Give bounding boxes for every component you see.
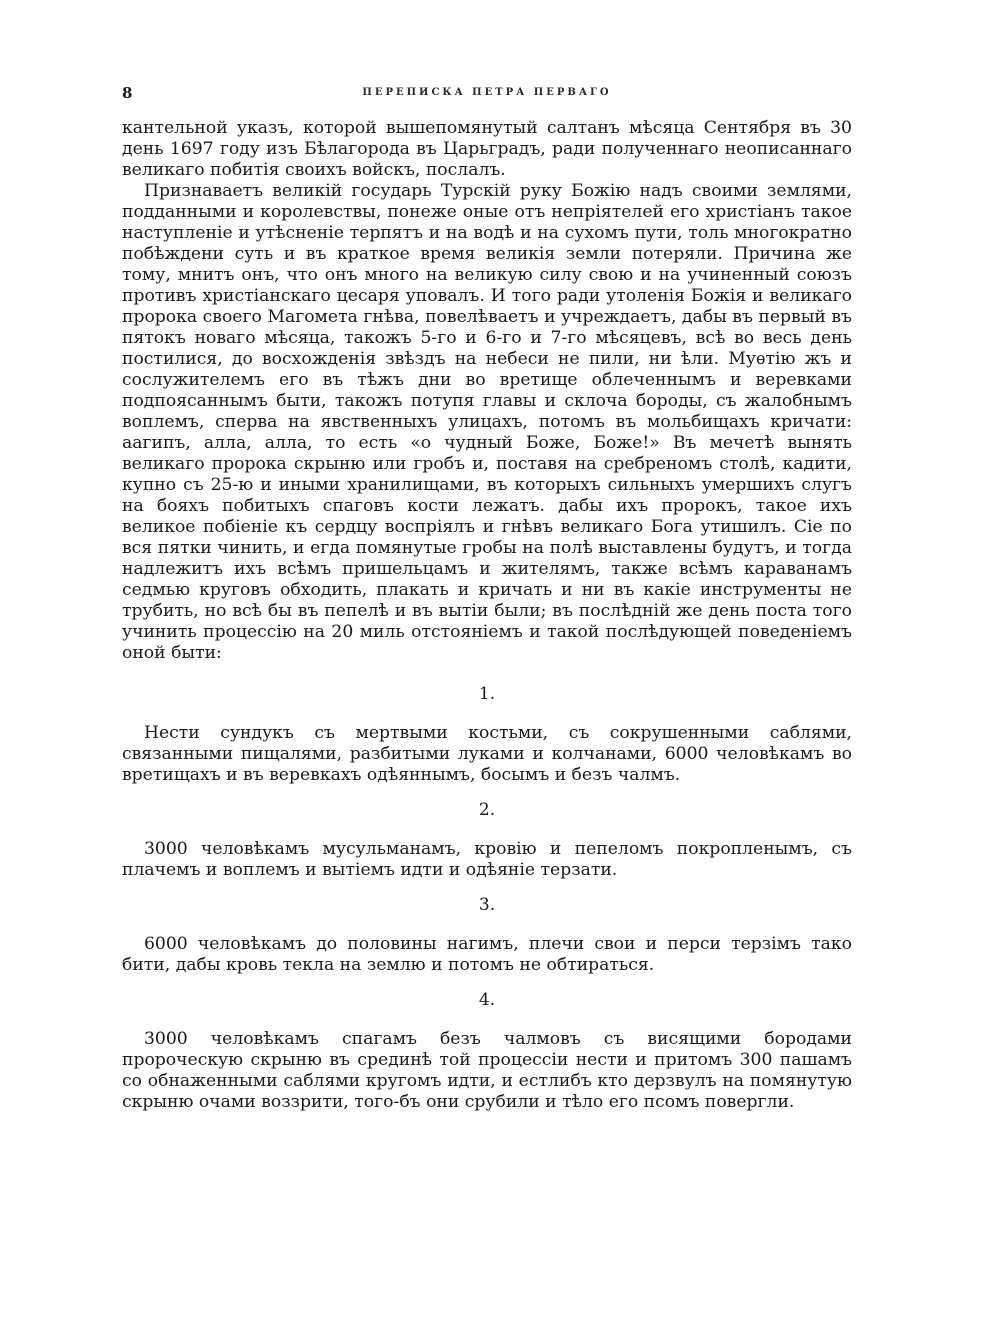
main-paragraph: Признаваетъ великій государь Турскій руку Божію надъ своими землями, подданными и королевствы, понеже оные отъ непріятелей его христіанъ такое наступленіе и утѣсненіе терпятъ и на водѣ и на сухомъ пути, толь многократно побѣждени суть и въ краткое время великія земли потеряли. Причина же тому, мнитъ онъ, что онъ много на великую силу свою и на учиненный союзъ противъ христіанскаго цесаря уповалъ. И того ради утоленія Божія и великаго пророка своего Магомета гнѣва, повелѣваетъ и учреждаетъ, дабы въ первый въ пятокъ новаго мѣсяца, такожъ 5-го и 6-го и 7-го мѣсяцевъ, всѣ во весь день постилися, до восхожденія звѣздъ на небеси не пили, ни ѣли. Муѳтію жъ и сослужителемъ его въ тѣжъ дни во вретище облеченнымъ и веревками подпоясаннымъ быти, такожъ потупя главы и склоча бороды, съ жалобнымъ воплемъ, сперва на явственныхъ улицахъ, потомъ въ мольбищахъ кричати: аагипъ, алла, алла, то есть «о чудный Боже, Боже!» Въ мечетѣ вынять великаго пророка скрыню или гробъ и, поставя на сребреномъ столѣ, кадити, купно съ 25-ю и иными хранилищами, въ которыхъ сильныхъ умершихъ слугъ на бояхъ побитыхъ спаговъ кости лежатъ. дабы ихъ пророкъ, такое ихъ великое побіеніе къ сердцу воспріялъ и гнѣвъ великаго Бога утишилъ. Сіе по вся пятки чинить, и егда помянутые гробы на полѣ выставлены будутъ, и тогда надлежитъ ихъ всѣмъ пришельцамъ и жителямъ, также всѣмъ караванамъ седмью круговъ обходить, плакать и кричать и ни въ какіе инструменты не трубить, но всѣ бы въ пепелѣ и въ вытіи были; въ послѣдній же день поста того учинить процессію на 20 миль отстояніемъ и такой послѣдующей поведеніемъ оной быти: (122, 181, 852, 663)
opening-paragraph: кантельной указъ, которой вышепомянутый салтанъ мѣсяца Сентября въ 30 день 1697 году изъ Бѣлагорода въ Царьградъ, ради полученнаго неописаннаго великаго побитія своихъ войскъ, послалъ. (122, 118, 852, 180)
body-text (122, 118, 852, 1113)
running-title: ПЕРЕПИСКА ПЕТРА ПЕРВАГО (362, 87, 612, 98)
section-number: 1. (478, 684, 496, 704)
section-number: 3. (478, 895, 496, 915)
list-item-2 (122, 800, 852, 881)
section-text: 3000 человѣкамъ спагамъ безъ чалмовъ съ висящими бородами пророческую скрыню въ срединѣ той процессіи нести и притомъ 300 пашамъ со обнаженными саблями кругомъ идти, и естлибъ кто дерзвулъ на помянутую скрыню очами воззрити, того-бъ они срубили и тѣло его псомъ повергли. (122, 1029, 852, 1112)
running-head (122, 84, 852, 106)
list-item-4 (122, 990, 852, 1113)
section-number: 2. (478, 800, 496, 820)
section-number: 4. (478, 990, 496, 1010)
section-text: 3000 человѣкамъ мусульманамъ, кровію и пепеломъ покропленымъ, съ плачемъ и воплемъ и вытіемъ идти и одѣяніе терзати. (122, 839, 852, 880)
section-text: 6000 человѣкамъ до половины нагимъ, плечи свои и перси терзімъ тако бити, дабы кровь текла на землю и потомъ не обтираться. (122, 934, 852, 975)
section-text: Нести сундукъ съ мертвыми костьми, съ сокрушенными саблями, связанными пищалями, разбитыми луками и колчанами, 6000 человѣкамъ во вретищахъ и въ веревкахъ одѣяннымъ, босымъ и безъ чалмъ. (122, 723, 852, 785)
list-item-1 (122, 684, 852, 786)
list-item-3 (122, 895, 852, 976)
page-number: 8 (122, 84, 133, 102)
